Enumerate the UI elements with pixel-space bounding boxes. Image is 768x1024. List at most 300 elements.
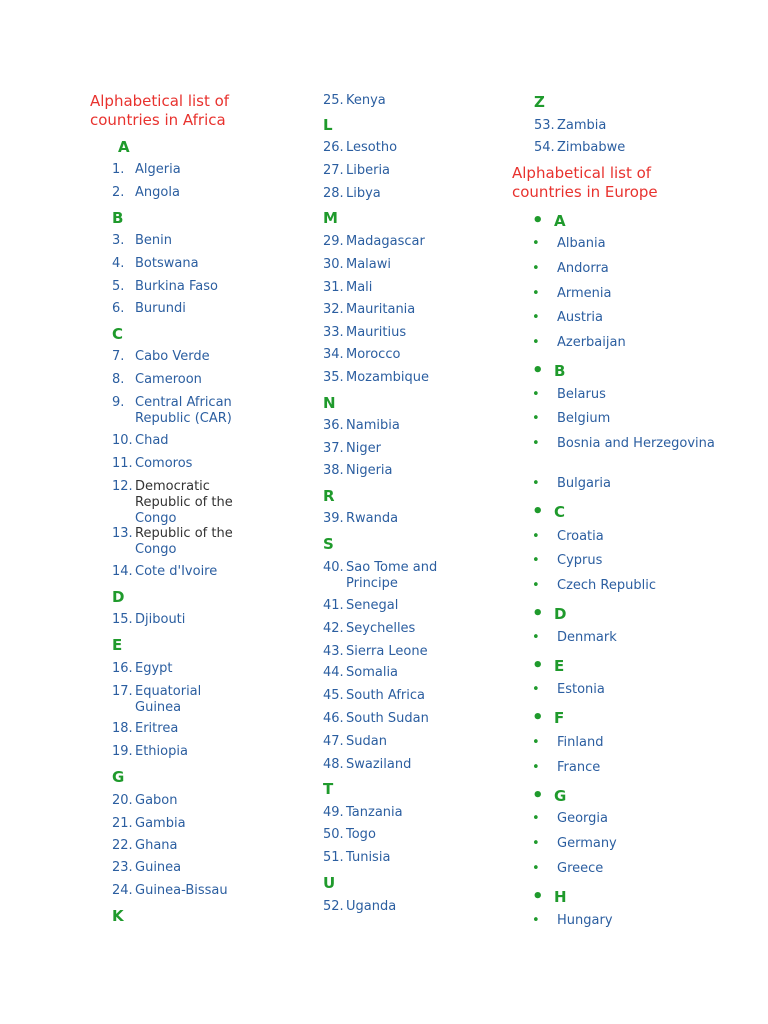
country-name-text: Benin: [135, 233, 173, 248]
country-name[interactable]: [346, 805, 451, 821]
country-name[interactable]: [135, 816, 240, 832]
item-number: 33.: [323, 325, 344, 340]
country-name[interactable]: Belgium: [557, 411, 611, 426]
item-number: 1.: [112, 162, 125, 177]
europe-list-item[interactable]: [532, 387, 732, 403]
bullet-icon: •: [532, 603, 544, 624]
country-name[interactable]: [346, 257, 451, 273]
country-name-text: Chad: [135, 433, 169, 448]
country-name-text: Morocco: [346, 347, 401, 362]
item-number: 14.: [112, 564, 133, 579]
country-name[interactable]: [346, 325, 451, 341]
country-name[interactable]: Armenia: [557, 286, 612, 301]
list-item[interactable]: [323, 257, 503, 273]
country-name-text: Gabon: [135, 793, 178, 808]
list-item[interactable]: [323, 186, 503, 202]
country-name[interactable]: [135, 162, 240, 178]
europe-letter-c: [532, 501, 565, 522]
item-number: 47.: [323, 734, 344, 749]
list-item[interactable]: [112, 185, 292, 201]
country-name[interactable]: [346, 511, 451, 527]
item-number: 16.: [112, 661, 133, 676]
country-name[interactable]: France: [557, 760, 601, 775]
letter-text: B: [554, 361, 566, 380]
country-name-text: South Sudan: [346, 711, 429, 726]
country-name[interactable]: [135, 185, 240, 201]
list-item[interactable]: [112, 721, 292, 737]
bullet-icon: •: [532, 811, 540, 826]
country-name-text: Burkina Faso: [135, 279, 218, 294]
country-name-text: Equatorial Guinea: [135, 684, 202, 715]
europe-list-item[interactable]: [532, 261, 732, 277]
section-letter-s: S: [323, 535, 334, 553]
list-item[interactable]: [112, 433, 292, 449]
country-name[interactable]: [135, 526, 240, 558]
bullet-icon: •: [532, 785, 544, 806]
country-name-text: Comoros: [135, 456, 193, 471]
country-name[interactable]: [346, 665, 451, 681]
list-item[interactable]: [112, 838, 292, 854]
section-letter-d: D: [112, 588, 125, 606]
country-name[interactable]: [135, 279, 240, 295]
country-name[interactable]: [346, 93, 451, 109]
country-name[interactable]: [135, 479, 240, 527]
bullet-icon: •: [532, 387, 540, 402]
list-item[interactable]: [323, 899, 503, 915]
europe-list-item[interactable]: [532, 630, 732, 646]
section-letter-c: C: [112, 325, 124, 343]
country-name[interactable]: Cyprus: [557, 553, 603, 568]
country-name[interactable]: Denmark: [557, 630, 617, 645]
europe-list-item[interactable]: [532, 436, 732, 452]
list-item[interactable]: [112, 661, 292, 677]
item-number: 46.: [323, 711, 344, 726]
country-name[interactable]: [346, 186, 451, 202]
country-name-text: Rwanda: [346, 511, 399, 526]
europe-list-item[interactable]: [532, 760, 732, 776]
europe-list-item[interactable]: [532, 836, 732, 852]
country-name[interactable]: [346, 140, 451, 156]
country-name[interactable]: [135, 433, 240, 449]
bullet-icon: •: [532, 553, 540, 568]
country-name-text: Burundi: [135, 301, 186, 316]
country-name-text: Republic of the: [135, 526, 233, 541]
country-name-text: Central African Republic (CAR): [135, 395, 232, 426]
country-name-text: Libya: [346, 186, 381, 201]
bullet-icon: •: [532, 682, 540, 697]
bullet-icon: •: [532, 529, 540, 544]
list-item[interactable]: [112, 349, 292, 365]
item-number: 31.: [323, 280, 344, 295]
list-item[interactable]: [323, 644, 503, 660]
item-number: 30.: [323, 257, 344, 272]
country-name[interactable]: Georgia: [557, 811, 608, 826]
list-item[interactable]: [323, 463, 503, 479]
country-name[interactable]: Albania: [557, 236, 606, 251]
list-item[interactable]: [323, 827, 503, 843]
item-number: 11.: [112, 456, 133, 471]
country-name[interactable]: Belarus: [557, 387, 606, 402]
letter-text: A: [554, 211, 566, 230]
country-name[interactable]: [346, 899, 451, 915]
country-name[interactable]: [135, 744, 240, 760]
list-item[interactable]: [112, 301, 292, 317]
item-number: 23.: [112, 860, 133, 875]
list-item[interactable]: [112, 612, 292, 628]
item-number: 24.: [112, 883, 133, 898]
item-number: 26.: [323, 140, 344, 155]
item-number: 48.: [323, 757, 344, 772]
letter-text: F: [554, 708, 565, 727]
europe-list-item[interactable]: [532, 529, 732, 545]
section-letter-a: A: [118, 138, 130, 156]
section-letter-e: E: [112, 636, 123, 654]
country-name-text: Uganda: [346, 899, 397, 914]
country-name[interactable]: [135, 883, 240, 899]
country-name-text: Tanzania: [346, 805, 403, 820]
country-name-text: Niger: [346, 441, 381, 456]
list-item[interactable]: [323, 688, 503, 704]
country-name-text: Algeria: [135, 162, 181, 177]
europe-list-item[interactable]: [532, 735, 732, 751]
country-name[interactable]: [135, 256, 240, 272]
country-name[interactable]: Greece: [557, 861, 604, 876]
country-name-text: Malawi: [346, 257, 392, 272]
list-item[interactable]: [323, 850, 503, 866]
list-item[interactable]: [323, 280, 503, 296]
list-item[interactable]: [323, 93, 503, 109]
list-item[interactable]: [112, 860, 292, 876]
country-name[interactable]: [135, 612, 240, 628]
item-number: 5.: [112, 279, 125, 294]
item-number: 54.: [534, 140, 555, 155]
list-item[interactable]: [534, 118, 714, 134]
country-name[interactable]: Bosnia and Herzegovina: [557, 436, 715, 451]
country-name-text: Ghana: [135, 838, 178, 853]
item-number: 40.: [323, 560, 344, 575]
country-name[interactable]: [135, 661, 240, 677]
item-number: 37.: [323, 441, 344, 456]
europe-list-item[interactable]: [532, 578, 732, 594]
bullet-icon: •: [532, 707, 544, 728]
country-name-text: Nigeria: [346, 463, 393, 478]
country-name-text: Tunisia: [346, 850, 391, 865]
country-link[interactable]: Congo: [135, 542, 177, 557]
country-name[interactable]: [346, 850, 451, 866]
country-name[interactable]: [346, 757, 451, 773]
list-item[interactable]: [323, 325, 503, 341]
country-name-text: Eritrea: [135, 721, 179, 736]
country-name[interactable]: [346, 163, 451, 179]
list-item[interactable]: [112, 256, 292, 272]
list-item[interactable]: [323, 598, 503, 614]
europe-list-item[interactable]: [532, 335, 732, 351]
europe-title: Alphabetical list of countries in Europe: [512, 164, 658, 201]
country-name[interactable]: Hungary: [557, 913, 613, 928]
bullet-icon: •: [532, 760, 540, 775]
list-item[interactable]: [112, 162, 292, 178]
letter-text: C: [554, 502, 566, 521]
country-name[interactable]: Estonia: [557, 682, 605, 697]
item-number: 22.: [112, 838, 133, 853]
country-name[interactable]: [346, 560, 451, 592]
bullet-icon: •: [532, 360, 544, 381]
country-name[interactable]: [135, 301, 240, 317]
country-name[interactable]: [135, 838, 240, 854]
item-number: 10.: [112, 433, 133, 448]
country-name-text: Djibouti: [135, 612, 186, 627]
bullet-icon: •: [532, 501, 544, 522]
country-name[interactable]: [346, 234, 451, 250]
country-name[interactable]: [346, 711, 451, 727]
country-name[interactable]: [346, 418, 451, 434]
item-number: 18.: [112, 721, 133, 736]
country-name[interactable]: Bulgaria: [557, 476, 611, 491]
item-number: 44.: [323, 665, 344, 680]
list-item[interactable]: [323, 711, 503, 727]
list-item[interactable]: [112, 684, 292, 716]
country-name[interactable]: Austria: [557, 310, 603, 325]
list-item[interactable]: [112, 372, 292, 388]
list-item[interactable]: [323, 560, 503, 592]
list-item[interactable]: [323, 757, 503, 773]
item-number: 21.: [112, 816, 133, 831]
letter-text: H: [554, 887, 567, 906]
country-name[interactable]: [135, 233, 240, 249]
list-item[interactable]: [112, 564, 292, 580]
country-name[interactable]: [135, 793, 240, 809]
country-name[interactable]: [135, 456, 240, 472]
list-item[interactable]: [323, 511, 503, 527]
europe-list-item[interactable]: [532, 236, 732, 252]
item-number: 25.: [323, 93, 344, 108]
country-name[interactable]: Azerbaijan: [557, 335, 626, 350]
item-number: 2.: [112, 185, 125, 200]
europe-letter-f: [532, 707, 564, 728]
country-name-text: Namibia: [346, 418, 400, 433]
country-name[interactable]: [346, 370, 451, 386]
country-name[interactable]: [346, 302, 451, 318]
country-name[interactable]: [346, 644, 451, 660]
section-letter-l: L: [323, 116, 333, 134]
list-item[interactable]: [112, 479, 292, 527]
item-number: 41.: [323, 598, 344, 613]
country-name-text: Togo: [346, 827, 376, 842]
list-item[interactable]: [112, 793, 292, 809]
list-item[interactable]: [323, 805, 503, 821]
country-name[interactable]: Czech Republic: [557, 578, 656, 593]
list-item[interactable]: [112, 816, 292, 832]
item-number: 27.: [323, 163, 344, 178]
country-name-text: Gambia: [135, 816, 186, 831]
item-number: 13.: [112, 526, 133, 541]
country-name[interactable]: [135, 349, 240, 365]
item-number: 50.: [323, 827, 344, 842]
item-number: 12.: [112, 479, 133, 494]
country-name[interactable]: Finland: [557, 735, 604, 750]
item-number: 3.: [112, 233, 125, 248]
country-link[interactable]: Congo: [135, 511, 177, 526]
item-number: 53.: [534, 118, 555, 133]
country-name-text: South Africa: [346, 688, 425, 703]
country-name[interactable]: [135, 372, 240, 388]
country-name-text: Cameroon: [135, 372, 202, 387]
bullet-icon: •: [532, 411, 540, 426]
country-name-text: Ethiopia: [135, 744, 188, 759]
bullet-icon: •: [532, 630, 540, 645]
country-name[interactable]: [346, 280, 451, 296]
country-name-text: Madagascar: [346, 234, 425, 249]
list-item[interactable]: [112, 456, 292, 472]
country-name-text: Sudan: [346, 734, 387, 749]
item-number: 34.: [323, 347, 344, 362]
section-letter-z: Z: [534, 93, 545, 111]
list-item[interactable]: [323, 163, 503, 179]
europe-list-item[interactable]: [532, 411, 732, 427]
country-name[interactable]: [135, 860, 240, 876]
europe-letter-g: [532, 785, 566, 806]
country-name-text: Liberia: [346, 163, 391, 178]
country-name-text: Cote d'Ivoire: [135, 564, 218, 579]
europe-letter-h: [532, 886, 567, 907]
list-item[interactable]: [112, 744, 292, 760]
bullet-icon: •: [532, 476, 540, 491]
item-number: 32.: [323, 302, 344, 317]
list-item[interactable]: [323, 234, 503, 250]
country-name[interactable]: [346, 621, 451, 637]
europe-list-item[interactable]: [532, 682, 732, 698]
item-number: 38.: [323, 463, 344, 478]
bullet-icon: •: [532, 310, 540, 325]
section-letter-r: R: [323, 487, 335, 505]
letter-text: D: [554, 604, 567, 623]
item-number: 29.: [323, 234, 344, 249]
item-number: 43.: [323, 644, 344, 659]
country-name-text: Lesotho: [346, 140, 398, 155]
country-name[interactable]: [135, 721, 240, 737]
list-item[interactable]: [112, 395, 292, 427]
europe-list-item[interactable]: [532, 286, 732, 302]
list-item[interactable]: [323, 441, 503, 457]
bullet-icon: •: [532, 913, 540, 928]
section-letter-t: T: [323, 780, 334, 798]
item-number: 7.: [112, 349, 125, 364]
list-item[interactable]: [323, 347, 503, 363]
bullet-icon: •: [532, 236, 540, 251]
list-item[interactable]: [534, 140, 714, 156]
bullet-icon: •: [532, 286, 540, 301]
bullet-icon: •: [532, 886, 544, 907]
europe-list-item[interactable]: [532, 811, 732, 827]
list-item[interactable]: [323, 621, 503, 637]
section-letter-n: N: [323, 394, 336, 412]
list-item[interactable]: [112, 883, 292, 899]
list-item[interactable]: [112, 526, 292, 558]
country-name-text: Mali: [346, 280, 373, 295]
country-name-text: Democratic Republic of the: [135, 479, 233, 510]
country-name[interactable]: [346, 347, 451, 363]
country-name-text: Zimbabwe: [557, 140, 626, 155]
bullet-icon: •: [532, 578, 540, 593]
country-name-text: Swaziland: [346, 757, 412, 772]
item-number: 6.: [112, 301, 125, 316]
country-name-text: Zambia: [557, 118, 607, 133]
country-name[interactable]: [135, 684, 240, 716]
country-name[interactable]: Andorra: [557, 261, 609, 276]
list-item[interactable]: [323, 734, 503, 750]
europe-letter-a: [532, 210, 566, 231]
country-name-text: Egypt: [135, 661, 173, 676]
item-number: 36.: [323, 418, 344, 433]
europe-list-item[interactable]: [532, 553, 732, 569]
country-name-text: Mauritania: [346, 302, 416, 317]
country-name-text: Botswana: [135, 256, 199, 271]
section-letter-m: M: [323, 209, 338, 227]
country-name[interactable]: Croatia: [557, 529, 604, 544]
list-item[interactable]: [323, 140, 503, 156]
country-name-text: Senegal: [346, 598, 399, 613]
country-name-text: Somalia: [346, 665, 399, 680]
country-name-text: Sierra Leone: [346, 644, 428, 659]
item-number: 39.: [323, 511, 344, 526]
bullet-icon: •: [532, 335, 540, 350]
bullet-icon: •: [532, 261, 540, 276]
item-number: 9.: [112, 395, 125, 410]
country-name[interactable]: [346, 688, 451, 704]
country-name-text: Mauritius: [346, 325, 407, 340]
country-name-text: Kenya: [346, 93, 386, 108]
list-item[interactable]: [323, 302, 503, 318]
section-letter-b: B: [112, 209, 124, 227]
europe-list-item[interactable]: [532, 476, 732, 492]
item-number: 19.: [112, 744, 133, 759]
europe-letter-e: [532, 655, 564, 676]
country-name[interactable]: [135, 395, 240, 427]
country-name[interactable]: [557, 140, 662, 156]
europe-letter-d: [532, 603, 566, 624]
country-name[interactable]: [346, 463, 451, 479]
europe-list-item[interactable]: [532, 913, 732, 929]
list-item[interactable]: [323, 665, 503, 681]
item-number: 28.: [323, 186, 344, 201]
country-name-text: Guinea: [135, 860, 182, 875]
country-name[interactable]: [346, 598, 451, 614]
country-name[interactable]: [135, 564, 240, 580]
item-number: 42.: [323, 621, 344, 636]
item-number: 20.: [112, 793, 133, 808]
country-name[interactable]: Germany: [557, 836, 617, 851]
list-item[interactable]: [323, 370, 503, 386]
country-name-text: Seychelles: [346, 621, 416, 636]
list-item[interactable]: [112, 233, 292, 249]
europe-list-item[interactable]: [532, 310, 732, 326]
country-name-text: Mozambique: [346, 370, 429, 385]
section-letter-u: U: [323, 874, 336, 892]
list-item[interactable]: [323, 418, 503, 434]
country-name[interactable]: [557, 118, 662, 134]
africa-title: Alphabetical list of countries in Africa: [90, 92, 230, 129]
item-number: 35.: [323, 370, 344, 385]
country-name[interactable]: [346, 734, 451, 750]
list-item[interactable]: [112, 279, 292, 295]
europe-list-item[interactable]: [532, 861, 732, 877]
item-number: 17.: [112, 684, 133, 699]
bullet-icon: •: [532, 655, 544, 676]
country-name-text: Angola: [135, 185, 180, 200]
country-name[interactable]: [346, 827, 451, 843]
bullet-icon: •: [532, 861, 540, 876]
country-name[interactable]: [346, 441, 451, 457]
